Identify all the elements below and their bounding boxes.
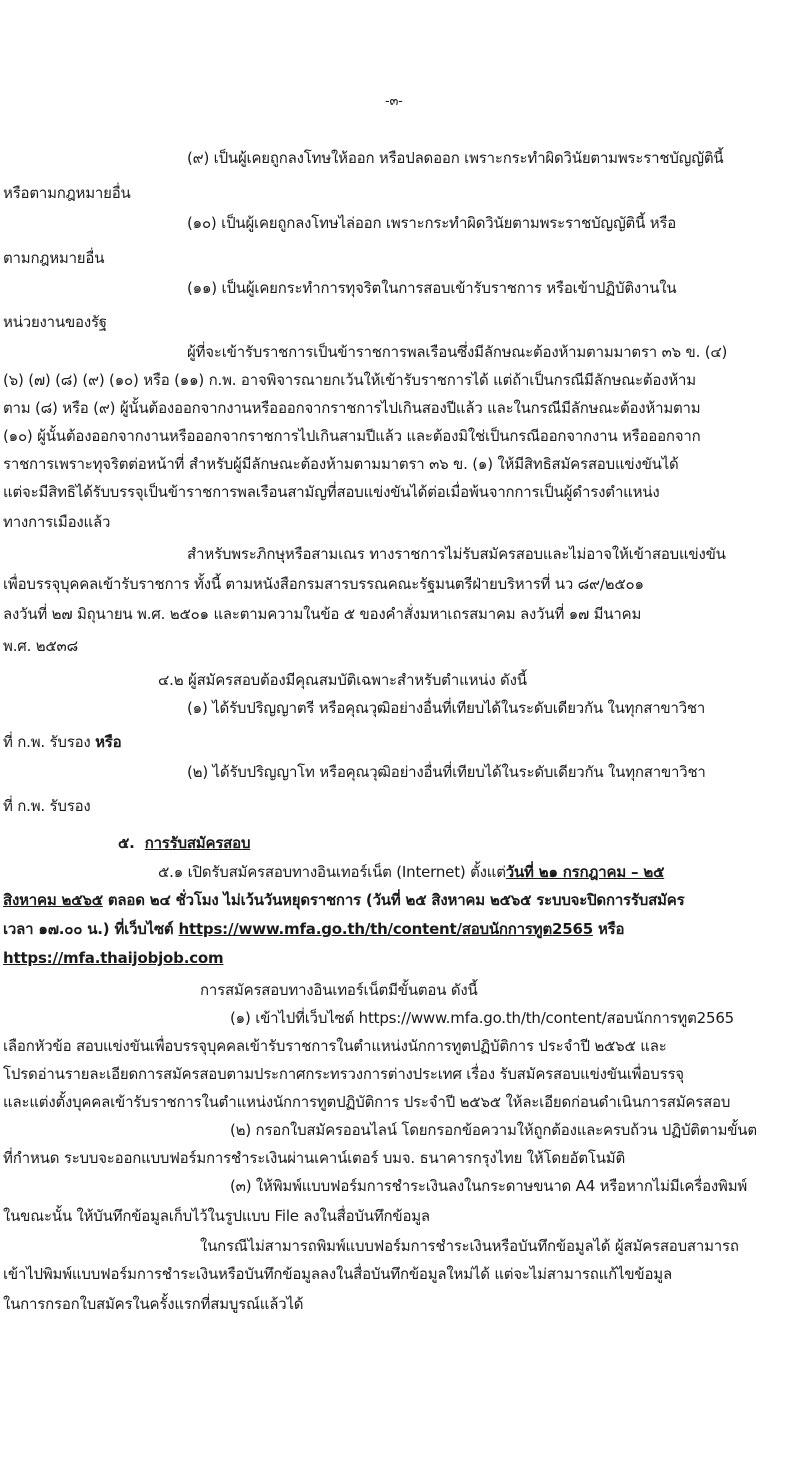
text-line: เข้าไปพิมพ์แบบฟอร์มการชำระเงินหรือบันทึกข้อมูลลงในสื่อบันทึกข้อมูลใหม่ได้ แต่จะไม่สามารถแก้ไขข้อมูล: [3, 1265, 672, 1283]
text-line: (๑๐) ผู้นั้นต้องออกจากงานหรือออกจากราชการไปเกินสามปีแล้ว และต้องมิใช่เป็นกรณีออกจากงาน หรือออกจาก: [3, 427, 701, 445]
text-line: สิงหาคม ๒๕๖๕ ตลอด ๒๔ ชั่วโมง ไม่เว้นวันหยุดราชการ (วันที่ ๒๕ สิงหาคม ๒๕๖๕ ระบบจะปิดการรับสมัคร: [3, 891, 685, 909]
text-line: ราชการเพราะทุจริตต่อหน้าที่ สำหรับผู้มีลักษณะต้องห้ามตามมาตรา ๓๖ ข. (๑) ให้มีสิทธิสมัครสอบแข่งขันได้: [3, 455, 679, 473]
text-line: (๒) กรอกใบสมัครออนไลน์ โดยกรอกข้อความให้ถูกต้องและครบถ้วน ปฏิบัติตามขั้นต: [230, 1121, 757, 1139]
section-heading: ๕. การรับสมัครสอบ: [118, 834, 251, 852]
text-line: (๑) ได้รับปริญญาตรี หรือคุณวุฒิอย่างอื่นที่เทียบได้ในระดับเดียวกัน ในทุกสาขาวิชา: [187, 699, 706, 717]
text-line: พ.ศ. ๒๕๓๘: [3, 637, 78, 655]
mfa-link[interactable]: https://www.mfa.go.th/th/content/สอบนักการทูต2565: [178, 920, 593, 938]
text-line: (๓) ให้พิมพ์แบบฟอร์มการชำระเงินลงในกระดาษขนาด A4 หรือหากไม่มีเครื่องพิมพ์: [230, 1177, 748, 1195]
text-line: (๑๐) เป็นผู้เคยถูกลงโทษไล่ออก เพราะกระทำผิดวินัยตามพระราชบัญญัตินี้ หรือ: [187, 214, 677, 232]
text-line: เพื่อบรรจุบุคคลเข้ารับราชการ ทั้งนี้ ตามหนังสือกรมสารบรรณคณะรัฐมนตรีฝ่ายบริหารที่ นว ๘๙/๒๕๐๑: [3, 575, 644, 593]
text-line: ๕.๑ เปิดรับสมัครสอบทางอินเทอร์เน็ต (Internet) ตั้งแต่วันที่ ๒๑ กรกฎาคม – ๒๕: [158, 863, 665, 881]
text-line: โปรดอ่านรายละเอียดการสมัครสอบตามประกาศกระทรวงการต่างประเทศ เรื่อง รับสมัครสอบแข่งขันเพื่อบรรจุ: [3, 1065, 684, 1083]
text-line: หน่วยงานของรัฐ: [3, 313, 107, 331]
text-line: ทางการเมืองแล้ว: [3, 513, 111, 531]
page-number: -๓-: [385, 94, 403, 109]
text-line: ลงวันที่ ๒๗ มิถุนายน พ.ศ. ๒๕๐๑ และตามความในข้อ ๕ ของคำสั่งมหาเถรสมาคม ลงวันที่ ๑๗ มีนาคม: [3, 605, 642, 623]
text-line: ในกรณีไม่สามารถพิมพ์แบบฟอร์มการชำระเงินหรือบันทึกข้อมูลได้ ผู้สมัครสอบสามารถ: [200, 1237, 739, 1255]
text-line: แต่จะมีสิทธิได้รับบรรจุเป็นข้าราชการพลเรือนสามัญที่สอบแข่งขันได้ต่อเมื่อพ้นจากการเป็นผู้ดำรงตำแหน่ง: [3, 483, 660, 501]
text-line: เวลา ๑๗.๐๐ น.) ที่เว็บไซต์ https://www.mfa.go.th/th/content/สอบนักการทูต2565 หรือ: [3, 920, 625, 938]
text-line: ที่ ก.พ. รับรอง: [3, 797, 91, 815]
text-line: ๔.๒ ผู้สมัครสอบต้องมีคุณสมบัติเฉพาะสำหรับตำแหน่ง ดังนี้: [158, 671, 527, 689]
text-line: ตาม (๘) หรือ (๙) ผู้นั้นต้องออกจากงานหรือออกจากราชการไปเกินสองปีแล้ว และในกรณีมีลักษณะต้องห้ามตาม: [3, 399, 701, 417]
text-line: และแต่งตั้งบุคคลเข้ารับราชการในตำแหน่งนักการทูตปฏิบัติการ ประจำปี ๒๕๖๕ ให้ละเอียดก่อนดำเนินการสมัครสอบ: [3, 1093, 731, 1111]
thaijobjob-link[interactable]: https://mfa.thaijobjob.com: [3, 949, 224, 967]
text-line: การสมัครสอบทางอินเทอร์เน็ตมีขั้นตอน ดังนี้: [200, 981, 478, 999]
text-line: [3, 948, 223, 968]
text-line: ตามกฎหมายอื่น: [3, 249, 105, 267]
text-line: หรือตามกฎหมายอื่น: [3, 184, 131, 202]
text-line: ที่ ก.พ. รับรอง หรือ: [3, 733, 122, 751]
text-line: ในขณะนั้น ให้บันทึกข้อมูลเก็บไว้ในรูปแบบ File ลงในสื่อบันทึกข้อมูล: [3, 1207, 430, 1225]
text-line: (๖) (๗) (๘) (๙) (๑๐) หรือ (๑๑) ก.พ. อาจพิจารณายกเว้นให้เข้ารับราชการได้ แต่ถ้าเป็นกรณีมีลักษณะต้องห้าม: [3, 371, 696, 389]
text-line: ในการกรอกใบสมัครในครั้งแรกที่สมบูรณ์แล้วได้: [3, 1295, 304, 1313]
text-line: สำหรับพระภิกษุหรือสามเณร ทางราชการไม่รับสมัครสอบและไม่อาจให้เข้าสอบแข่งขัน: [187, 545, 726, 563]
text-line: (๑) เข้าไปที่เว็บไซต์ https://www.mfa.go.th/th/content/สอบนักการทูต2565: [230, 1009, 735, 1027]
text-line: (๒) ได้รับปริญญาโท หรือคุณวุฒิอย่างอื่นที่เทียบได้ในระดับเดียวกัน ในทุกสาขาวิชา: [187, 763, 706, 781]
text-line: เลือกหัวข้อ สอบแข่งขันเพื่อบรรจุบุคคลเข้ารับราชการในตำแหน่งนักการทูตปฏิบัติการ ประจำปี ๒๕๖๕ และ: [3, 1037, 667, 1055]
text-line: ที่กำหนด ระบบจะออกแบบฟอร์มการชำระเงินผ่านเคาน์เตอร์ บมจ. ธนาคารกรุงไทย ให้โดยอัตโนมัติ: [3, 1149, 626, 1167]
text-line: ผู้ที่จะเข้ารับราชการเป็นข้าราชการพลเรือนซึ่งมีลักษณะต้องห้ามตามมาตรา ๓๖ ข. (๔): [187, 343, 728, 361]
text-line: (๙) เป็นผู้เคยถูกลงโทษให้ออก หรือปลดออก เพราะกระทำผิดวินัยตามพระราชบัญญัตินี้: [187, 149, 724, 167]
text-line: (๑๑) เป็นผู้เคยกระทำการทุจริตในการสอบเข้ารับราชการ หรือเข้าปฏิบัติงานใน: [187, 279, 677, 297]
